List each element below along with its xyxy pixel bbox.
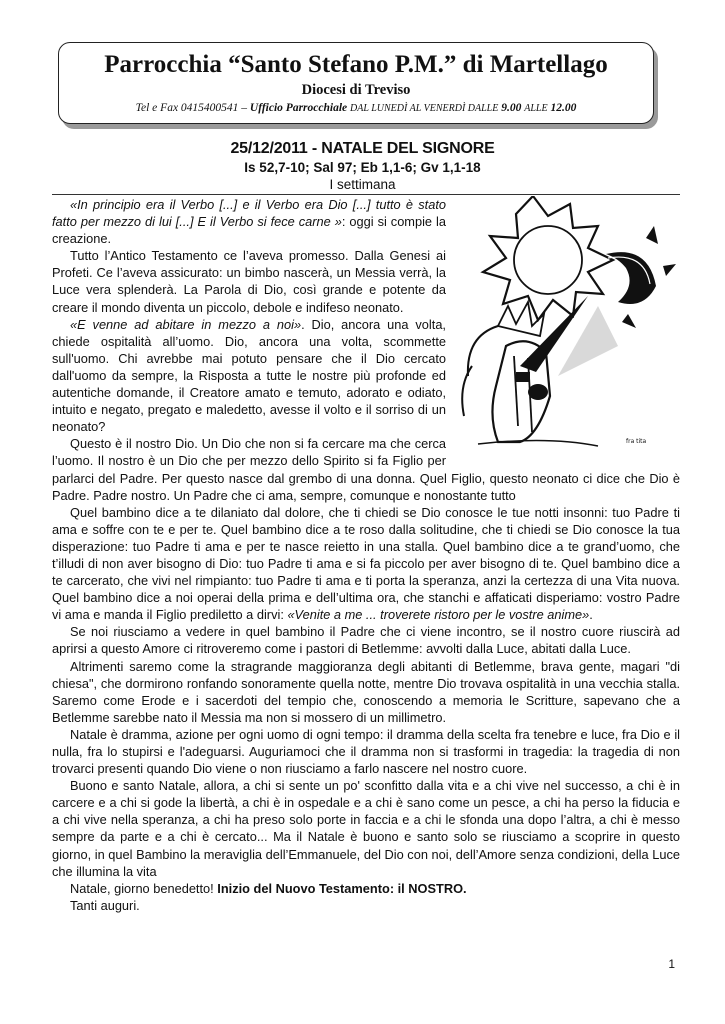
paragraph-8: Natale è dramma, azione per ogni uomo di ogni tempo: il dramma della scelta fra tenebre e luce, fra Dio e il nulla, fra lo stupirsi e l'adeguarsi. Auguriamoci che il dramma non si trasformi in tragedia: la tragedia di non trovarci presenti quando Dio viene o non riusciamo a farlo nascere nel nostro cuore. [52,726,680,777]
nativity-sun-moon-drawing-icon [458,196,680,454]
article-body [52,196,680,914]
contact-phone: Tel e Fax 0415400541 – [135,102,248,114]
office-label: Ufficio Parrocchiale [249,102,348,114]
header-box [58,42,654,124]
hour-start: 9.00 [501,102,522,114]
contact-line [59,101,653,116]
titles [0,139,725,193]
paragraph-2: Tutto l’Antico Testamento ce l’aveva promesso. Dalla Genesi ai Profeti. Ce l’aveva assicurato: un bimbo nascerà, un Messia verrà, la Luce vera splenderà. La Parola di Dio, così grande e potente da creare il mondo diventa un piccolo, debole e indifeso neonato. [52,248,446,315]
paragraph-10: Natale, giorno benedetto! Inizio del Nuovo Testamento: il NOSTRO. [70,880,467,896]
paragraph-9: Buono e santo Natale, allora, a chi si sente un po' sconfitto dalla vita e a chi vive nel successo, a chi è in carcere e a chi si gode la libertà, a chi è in ospedale e a chi è sano come un pesce, a chi ha perso la fiducia e a chi vive nella speranza, a chi ha preso solo porte in faccia e a chi le sfonda una dopo l’altra, a chi è messo sempre da parte e a chi è cercato... Ma il Natale è buono e santo solo se riusciamo a scoprire in questo giorno, in quel Bambino la meraviglia dell’Emmanuele, del Dio con noi, dell’Amore senza condizioni, della Luce che illumina la vita [52,778,680,879]
hours-mid: ALLE [524,103,548,114]
diocese-name: Diocesi di Treviso [301,82,411,98]
page-number: 1 [668,957,675,971]
illustration-signature: fra tita [626,438,647,445]
office-days: DAL LUNEDÌ AL VENERDÌ DALLE [350,103,499,114]
title-divider [52,194,680,195]
paragraph-11: Tanti auguri. [70,897,140,913]
closing-bold: Inizio del Nuovo Testamento: il NOSTRO. [217,880,467,896]
date-feast-title: 25/12/2011 - NATALE DEL SIGNORE [230,140,495,157]
week-label: I settimana [329,177,396,192]
paragraph-6: Se noi riusciamo a vedere in quel bambino il Padre che ci viene incontro, se il nostro cuore riuscirà ad aprirsi a questo Amore ci ritroveremo come i pastori di Betlemme: avvolti dalla Luce, abitati dalla Luce. [52,624,680,657]
paragraph-5: Quel bambino dice a te dilaniato dal dolore, che ti chiedi se Dio conosce le tue notti insonni: tuo Padre ti ama e soffre con te e per te. Quel bambino dice a te roso dalla solitudine, che ti chiedi se Dio conosce la tua disperazione: tuo Padre ti ama e per te nasce reietto in una stalla. Quel bambino dice a te grand’uomo, che t’illudi di non aver bisogno di Dio: tuo Padre ti ama e si fa piccolo per aver bisogno di te. Quel bambino dice a te carcerato, che vivi nel rimpianto: tuo Padre ti ama e ti porta la speranza, anzi la certezza di una Vita nuova. Quel bambino dice a noi operai della prima e dell’ultima ora, che stanchi e affaticati disperiamo: vostro Padre vi ama e manda il Figlio prediletto a dirvi: «Venite a me ... troverete ristoro per le vostre anime». [52,504,680,623]
readings-reference: Is 52,7-10; Sal 97; Eb 1,1-6; Gv 1,1-18 [244,160,481,175]
paragraph-7: Altrimenti saremo come la stragrande maggioranza degli abitanti di Betlemme, brava gente, magari "di chiesa", che dormirono ronfando sonoramente quella notte, mentre Dio trovava ospitalità in una vecchia stalla. Saremo come Erode e i sacerdoti del tempio che, conoscendo a memoria le Scritture, sapevano che a Betlemme sarebbe nato il Messia ma non si mossero di un millimetro. [52,658,680,725]
paragraph-1: «In principio era il Verbo [...] e il Verbo era Dio [...] tutto è stato fatto per mezzo di lui [...] E il Verbo si fece carne »: oggi si compie la creazione. [52,197,446,247]
gospel-quote: «Venite a me ... troverete ristoro per le vostre anime» [287,607,590,623]
paragraph-4: Questo è il nostro Dio. Un Dio che non si fa cercare ma che cerca l’uomo. Il nostro è un Dio che per mezzo dello Spirito si fa Figlio per parlarci del Padre. Per questo nasce dal grembo di una donna. Quel Figlio, questo neonato ci dice che Dio è Padre. Padre nostro. Un Padre che ci ama, sempre, comunque e nonostante tutto [52,436,680,503]
hour-end: 12.00 [550,102,577,114]
paragraph-3: «E venne ad abitare in mezzo a noi». Dio, ancora una volta, chiede ospitalità all’uomo. Dio, ancora una volta, scommette sull'uomo. Chi avrebbe mai potuto pensare che il Dio cercato dall'uomo da sempre, la Risposta a tutte le nostre più profonde ed autentiche domande, il Creatore amato e temuto, adorato e odiato, intuito e negato, pregato e maledetto, avesse il volto e il sorriso di un neonato? [52,316,446,435]
incarnation-quote: «E venne ad abitare in mezzo a noi» [70,316,302,332]
prologue-quote: «In principio era il Verbo [...] e il Verbo era Dio [...] tutto è stato fatto per mezzo di lui [...] E il Verbo si fece carne » [52,197,446,230]
parish-name: Parrocchia “Santo Stefano P.M.” di Martellago [104,51,608,78]
